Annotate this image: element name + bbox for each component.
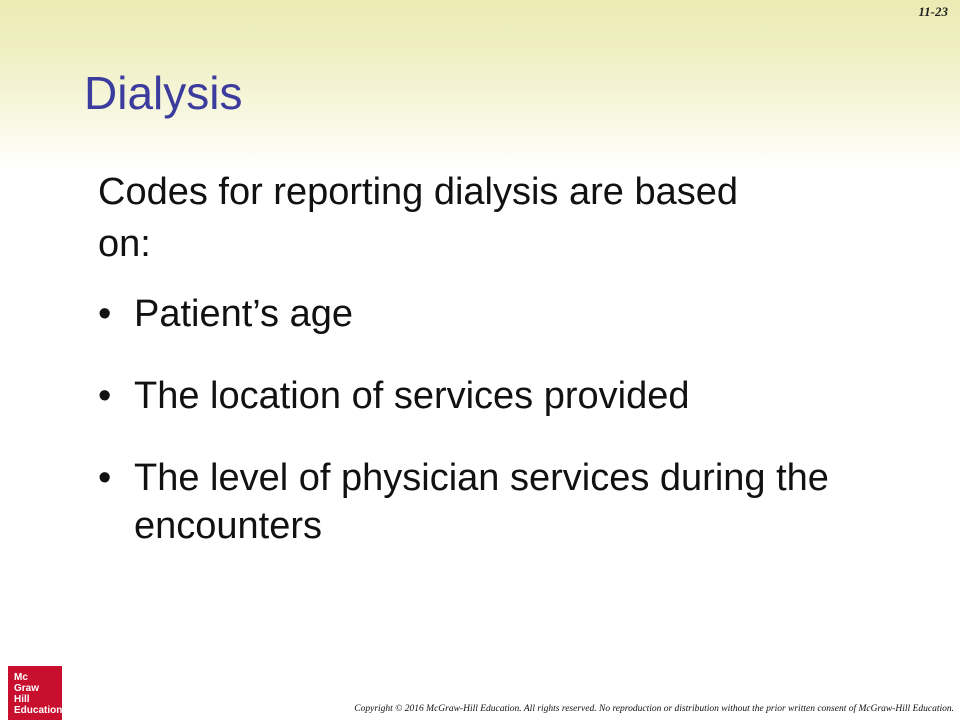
bullet-dot-icon: • xyxy=(98,375,112,417)
bullet-text: The level of physician services during the encounters xyxy=(134,457,829,547)
bullet-text: The location of services provided xyxy=(134,375,690,417)
bullet-item xyxy=(98,372,918,420)
logo-line: Education xyxy=(14,705,63,716)
bullet-item xyxy=(98,290,918,338)
slide-title: Dialysis xyxy=(84,67,243,119)
copyright-notice: Copyright © 2016 McGraw-Hill Education. All rights reserved. No reproduction or distribution without the prior written consent of McGraw-Hill Education. xyxy=(354,704,954,714)
mcgraw-hill-logo xyxy=(8,666,62,720)
logo-line: Mc xyxy=(14,672,28,683)
intro-text: Codes for reporting dialysis are based on: xyxy=(98,171,739,265)
bullet-list xyxy=(98,290,918,584)
logo-line: Graw xyxy=(14,683,40,694)
bullet-text: Patient’s age xyxy=(134,293,354,335)
logo-line: Hill xyxy=(14,694,30,705)
bullet-item xyxy=(98,454,918,550)
bullet-dot-icon: • xyxy=(98,457,112,499)
slide-number: 11-23 xyxy=(918,4,948,19)
bullet-dot-icon: • xyxy=(98,293,112,335)
